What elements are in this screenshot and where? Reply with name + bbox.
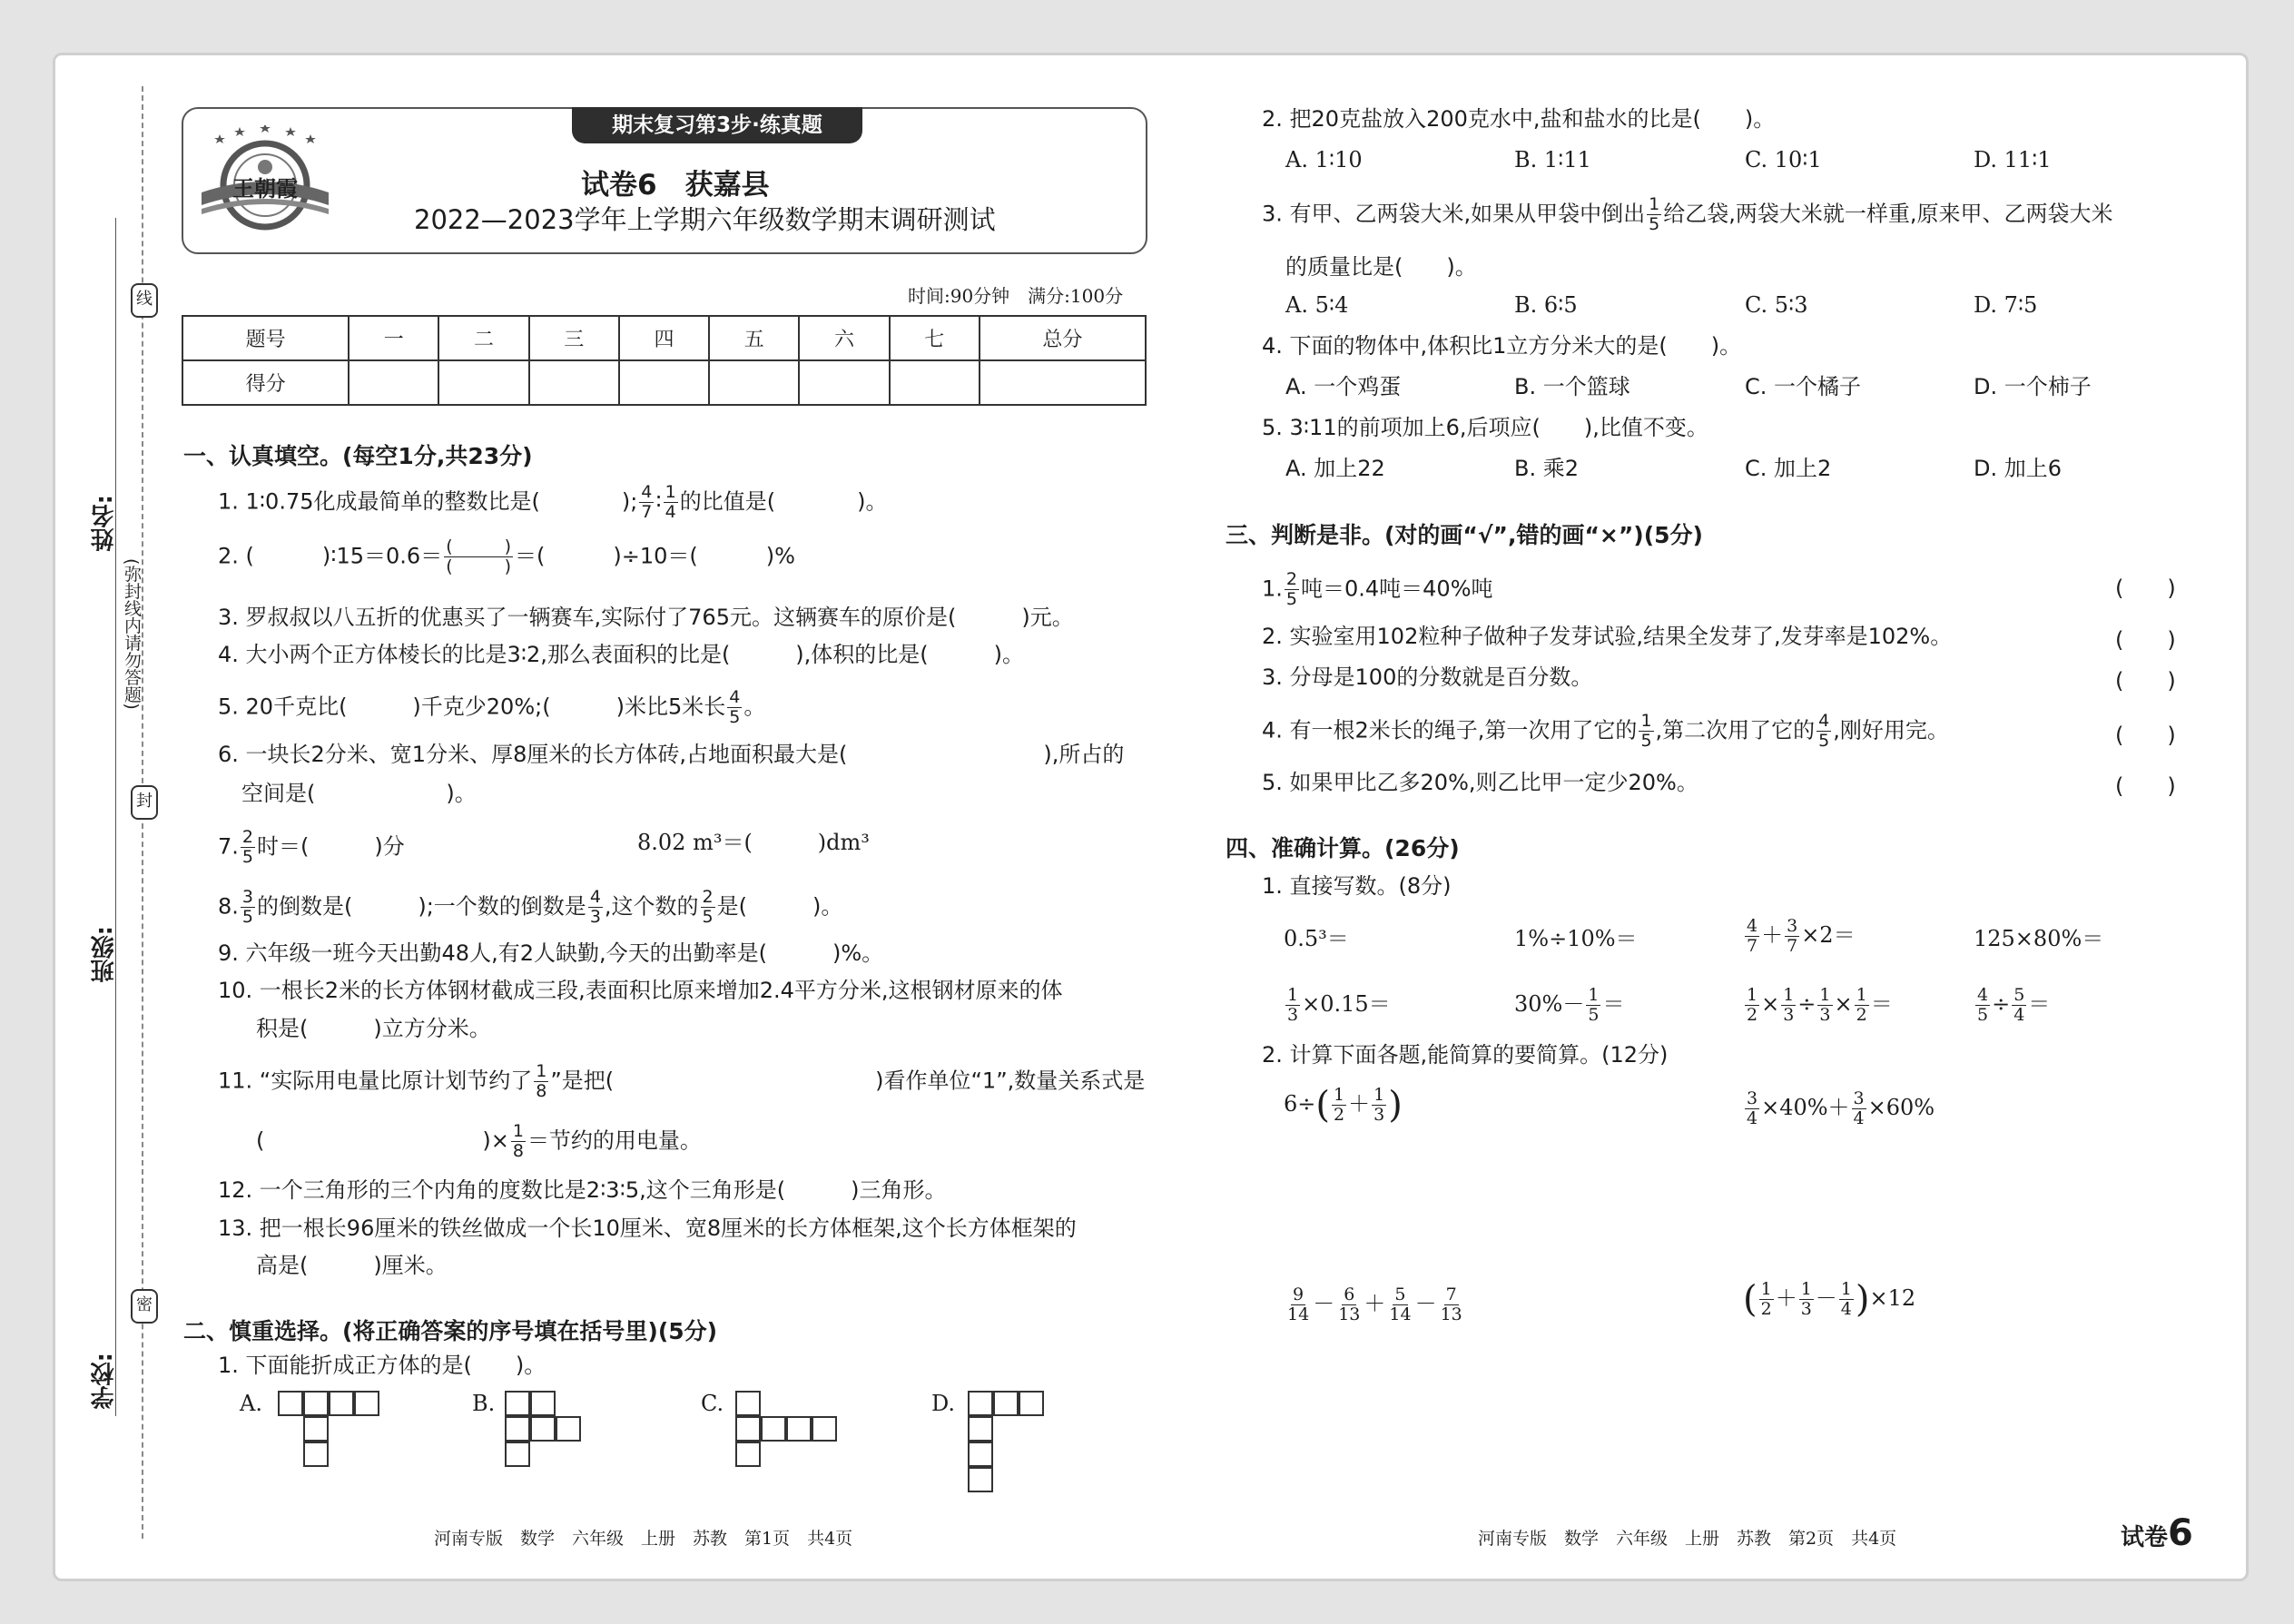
s1-q4: 4. 大小两个正方体棱长的比是3∶2,那么表面积的比是( ),体积的比是( )。 — [218, 642, 1025, 667]
score-cell: 七 — [890, 316, 980, 360]
score-input-cell[interactable] — [799, 360, 889, 405]
binding-note: (弥封线内请勿答题) — [122, 558, 142, 710]
s3-q4-answer[interactable]: ( ) — [2115, 723, 2176, 748]
score-cell: 一 — [349, 316, 438, 360]
s3-q1: 1. $\frac{2}{5}$ 吨＝0.4吨＝40%吨 — [1262, 569, 1493, 609]
s3-q3: 3. 分母是100的分数就是百分数。 — [1262, 664, 1593, 690]
score-input-cell[interactable] — [980, 360, 1146, 405]
s2-q1-opt-a[interactable]: A. — [240, 1391, 262, 1416]
section4-title: 四、准确计算。(26分) — [1226, 835, 1460, 861]
s2-q5-opt-d[interactable]: D. 加上6 — [1974, 456, 2063, 481]
s4-calc-8: $\frac{4}{5}$ ÷ $\frac{5}{4}$ ＝ — [1977, 985, 2051, 1025]
s4-sub2: 2. 计算下面各题,能简算的要简算。(12分) — [1262, 1042, 1669, 1068]
s2-q1-opt-c[interactable]: C. — [701, 1391, 724, 1416]
s2-q2-opt-b[interactable]: B. 1∶11 — [1514, 147, 1591, 172]
s3-q2: 2. 实验室用102粒种子做种子发芽试验,结果全发芽了,发芽率是102%。 — [1262, 624, 1953, 649]
score-table-header-row — [182, 316, 1146, 360]
school-label: 学校: — [91, 1353, 118, 1410]
s2-q3-opt-d[interactable]: D. 7∶5 — [1974, 292, 2038, 318]
score-cell: 五 — [709, 316, 799, 360]
s1-q7: 7. $\frac{2}{5}$ 时＝( )分 — [218, 827, 405, 867]
s3-q4: 4. 有一根2米长的绳子,第一次用了它的 $\frac{1}{5}$ ,第二次用了它的 $\frac{4}{5}$ ,刚好用完。 — [1262, 711, 1949, 751]
s1-q2: 2. ( )∶15＝0.6＝ $\frac{( )}{( )}$ ＝( )÷10＝( )% — [218, 536, 795, 576]
s3-q3-answer[interactable]: ( ) — [2115, 668, 2176, 694]
s1-q6b: 空间是( )。 — [241, 781, 477, 806]
s2-q5: 5. 3∶11的前项加上6,后项应( ),比值不变。 — [1262, 415, 1708, 440]
section3-title: 三、判断是非。(对的画“√”,错的画“×”)(5分) — [1226, 522, 1703, 548]
s2-q1-opt-d[interactable]: D. — [931, 1391, 956, 1416]
s3-q5-answer[interactable]: ( ) — [2115, 773, 2176, 799]
section1-title: 一、认真填空。(每空1分,共23分) — [183, 443, 533, 469]
s4-calc-7: $\frac{1}{2}$ × $\frac{1}{3}$ ÷ $\frac{1}{3}$ × $\frac{1}{2}$ ＝ — [1747, 985, 1893, 1025]
s2-q2-opt-a[interactable]: A. 1∶10 — [1285, 147, 1363, 172]
name-label: 姓名: — [91, 495, 118, 552]
s2-q4-opt-b[interactable]: B. 一个篮球 — [1514, 374, 1630, 399]
score-cell: 得分 — [182, 360, 349, 405]
s1-q12: 12. 一个三角形的三个内角的度数比是2∶3∶5,这个三角形是( )三角形。 — [218, 1177, 947, 1203]
paper-tag-number: 6 — [2168, 1512, 2193, 1554]
s4-expr-2: $\frac{3}{4}$ ×40%＋ $\frac{3}{4}$ ×60% — [1747, 1088, 1935, 1128]
score-input-cell[interactable] — [890, 360, 980, 405]
s1-q6a: 6. 一块长2分米、宽1分米、厚8厘米的长方体砖,占地面积最大是( ),所占的 — [218, 742, 1125, 767]
score-cell: 六 — [799, 316, 889, 360]
s4-calc-6: 30%－ $\frac{1}{5}$ ＝ — [1514, 985, 1625, 1025]
s2-q4-opt-c[interactable]: C. 一个橘子 — [1745, 374, 1862, 399]
s4-calc-5: $\frac{1}{3}$ ×0.15＝ — [1287, 985, 1391, 1025]
footer-left: 河南专版 数学 六年级 上册 苏教 第1页 共4页 — [434, 1529, 853, 1549]
s3-q1-answer[interactable]: ( ) — [2115, 576, 2176, 601]
score-table — [182, 315, 1147, 406]
s1-q9: 9. 六年级一班今天出勤48人,有2人缺勤,今天的出勤率是( )%。 — [218, 940, 884, 966]
s1-q3: 3. 罗叔叔以八五折的优惠买了一辆赛车,实际付了765元。这辆赛车的原价是( )元。 — [218, 605, 1074, 630]
header-badge: 期末复习第3步·练真题 — [572, 107, 862, 143]
s4-calc-4: 125×80%＝ — [1974, 926, 2104, 951]
s2-q4: 4. 下面的物体中,体积比1立方分米大的是( )。 — [1262, 333, 1742, 359]
score-input-cell[interactable] — [709, 360, 799, 405]
s4-expr-3: $\frac{9}{14}$ － $\frac{6}{13}$ ＋ $\frac{5}{14}$ － $\frac{7}{13}$ — [1287, 1284, 1462, 1324]
s1-q1: 1. 1∶0.75化成最简单的整数比是( ); $\frac{4}{7}$ ∶ $\frac{1}{4}$ 的比值是( )。 — [218, 482, 888, 522]
score-cell: 四 — [619, 316, 709, 360]
s3-q2-answer[interactable]: ( ) — [2115, 627, 2176, 653]
svg-text:王朝霞: 王朝霞 — [232, 175, 298, 202]
s2-q5-opt-c[interactable]: C. 加上2 — [1745, 456, 1832, 481]
s1-q5: 5. 20千克比( )千克少20%;( )米比5米长 $\frac{4}{5}$ 。 — [218, 687, 766, 727]
s1-q8: 8. $\frac{3}{5}$ 的倒数是( );一个数的倒数是 $\frac{4}{3}$ ,这个数的 $\frac{2}{5}$ 是( )。 — [218, 887, 843, 927]
s4-expr-4: ( $\frac{1}{2}$ ＋ $\frac{1}{3}$ － $\frac{1}{4}$ )×12 — [1743, 1278, 1916, 1321]
score-table-score-row — [182, 360, 1146, 405]
s2-q3: 3. 有甲、乙两袋大米,如果从甲袋中倒出 $\frac{1}{5}$ 给乙袋,两袋大米就一样重,原来甲、乙两袋大米 — [1262, 194, 2113, 234]
paper-tag — [2121, 1512, 2193, 1554]
logo-emblem — [198, 125, 332, 232]
score-cell: 二 — [438, 316, 528, 360]
s2-q3-opt-a[interactable]: A. 5∶4 — [1285, 292, 1349, 318]
s4-calc-1: 0.5³＝ — [1284, 926, 1349, 951]
score-input-cell[interactable] — [529, 360, 619, 405]
s2-q4-opt-d[interactable]: D. 一个柿子 — [1974, 374, 2092, 399]
s2-q5-opt-b[interactable]: B. 乘2 — [1514, 456, 1579, 481]
s4-calc-3: $\frac{4}{7}$ ＋ $\frac{3}{7}$ ×2＝ — [1747, 916, 1856, 956]
s2-q5-opt-a[interactable]: A. 加上22 — [1285, 456, 1385, 481]
s1-q11-relation: ( )× $\frac{1}{8}$ ＝节约的用电量。 — [256, 1121, 702, 1161]
score-cell: 三 — [529, 316, 619, 360]
seal-char-dense: 密 — [131, 1289, 158, 1324]
s2-q3-opt-b[interactable]: B. 6∶5 — [1514, 292, 1578, 318]
s2-q4-opt-a[interactable]: A. 一个鸡蛋 — [1285, 374, 1402, 399]
seal-char-line: 线 — [131, 283, 158, 318]
score-input-cell[interactable] — [349, 360, 438, 405]
score-cell: 题号 — [182, 316, 349, 360]
section2-title: 二、慎重选择。(将正确答案的序号填在括号里)(5分) — [183, 1318, 718, 1344]
s3-q5: 5. 如果甲比乙多20%,则乙比甲一定少20%。 — [1262, 770, 1698, 795]
s1-q7-volume: 8.02 m³＝( )dm³ — [637, 830, 870, 855]
exam-title: 试卷6 获嘉县 — [581, 169, 770, 202]
s2-q3-cont: 的质量比是( )。 — [1285, 254, 1477, 280]
seal-char-seal: 封 — [131, 785, 158, 820]
s2-q2-opt-c[interactable]: C. 10∶1 — [1745, 147, 1822, 172]
s2-q1: 1. 下面能折成正方体的是( )。 — [218, 1353, 546, 1378]
s1-q13a: 13. 把一根长96厘米的铁丝做成一个长10厘米、宽8厘米的长方体框架,这个长方体框架的 — [218, 1216, 1077, 1241]
s2-q2-opt-d[interactable]: D. 11∶1 — [1974, 147, 2052, 172]
s1-q11: 11. “实际用电量比原计划节约了 $\frac{1}{8}$ ”是把( )看作单位“1”,数量关系式是 — [218, 1061, 1146, 1101]
s1-q10b: 积是( )立方分米。 — [256, 1016, 491, 1041]
score-input-cell[interactable] — [438, 360, 528, 405]
s2-q2: 2. 把20克盐放入200克水中,盐和盐水的比是( )。 — [1262, 106, 1776, 132]
binding-solid-line — [115, 218, 116, 1416]
s1-q13b: 高是( )厘米。 — [256, 1253, 448, 1278]
s4-expr-1: 6÷( $\frac{1}{2}$ ＋ $\frac{1}{3}$ ) — [1284, 1084, 1403, 1127]
s2-q1-opt-b[interactable]: B. — [472, 1391, 496, 1416]
class-label: 班级: — [91, 926, 118, 983]
exam-subtitle: 2022—2023学年上学期六年级数学期末调研测试 — [414, 204, 996, 235]
s4-sub1: 1. 直接写数。(8分) — [1262, 873, 1452, 899]
s2-q3-opt-c[interactable]: C. 5∶3 — [1745, 292, 1808, 318]
s1-q10a: 10. 一根长2米的长方体钢材截成三段,表面积比原来增加2.4平方分米,这根钢材原来的体 — [218, 978, 1063, 1003]
paper-tag-label: 试卷 — [2121, 1524, 2169, 1551]
time-info: 时间:90分钟 满分:100分 — [908, 285, 1124, 307]
s4-calc-2: 1%÷10%＝ — [1514, 926, 1638, 951]
score-input-cell[interactable] — [619, 360, 709, 405]
footer-right: 河南专版 数学 六年级 上册 苏教 第2页 共4页 — [1478, 1529, 1897, 1549]
score-cell: 总分 — [980, 316, 1146, 360]
